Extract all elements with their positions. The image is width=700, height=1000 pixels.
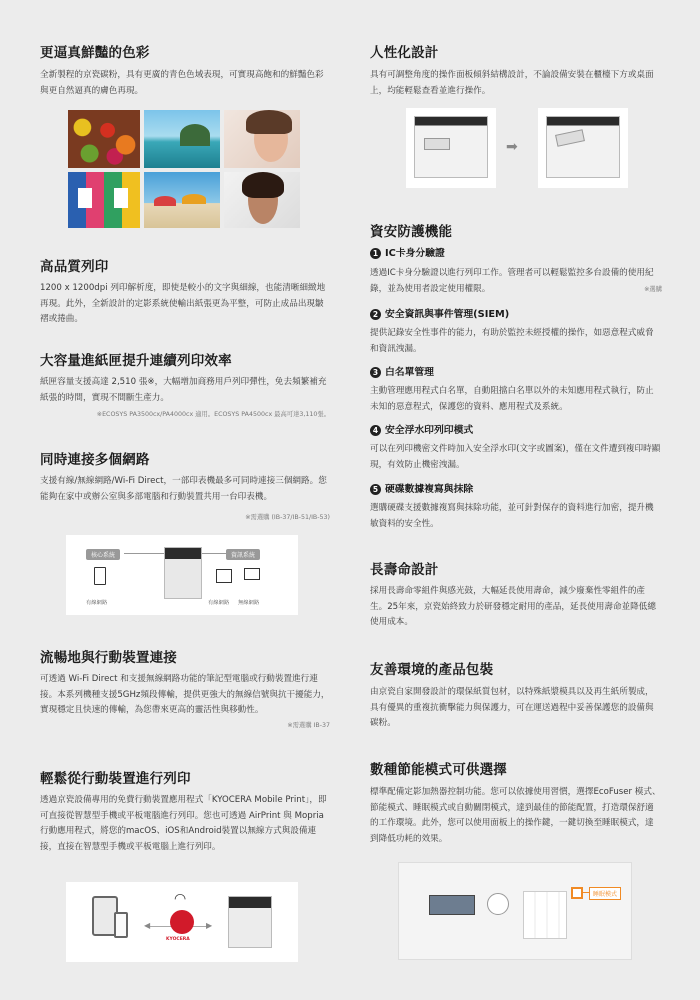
sleep-mode-label: 睡眠模式 xyxy=(589,887,621,900)
kyocera-brand: KYOCERA xyxy=(166,937,190,942)
nav-dial xyxy=(487,893,509,915)
quality-body: 1200 x 1200dpi 列印解析度，即使是較小的文字與細線，也能清晰細緻地再現。此外，全新設計的定影系統使輸出紙張更為平整，可防止成品出現皺褶或捲曲。 xyxy=(40,283,326,324)
security-item-1-body: 透過IC卡身分驗證以進行列印工作。管理者可以輕鬆監控多台設備的使用紀錄，並為使用者設定使用權限。 xyxy=(370,268,654,294)
print-app-body: 透過京瓷設備專用的免費行動裝置應用程式「KYOCERA Mobile Print」，即可直接從智慧型手機或平板電腦進行列印。您也可透過 AirPrint 與 Mopria 行動應用程式，將您的macOS、iOS和Android裝置以無線方式與設備連接，直接在智慧型手機或平板電腦上進行列印。 xyxy=(40,795,327,852)
phone-icon xyxy=(114,912,128,938)
security-item-3-body: 主動管理應用程式白名單，自動阻擋白名單以外的未知應用程式執行，防止未知的惡意程式，保護您的資料、應用程式及系統。 xyxy=(370,386,654,412)
pc-tower-icon xyxy=(94,567,106,585)
security-item-1-note: ※選購 xyxy=(644,286,662,293)
capacity-title: 大容量進紙匣提升連續列印效率 xyxy=(40,353,232,369)
color-title: 更逼真鮮豔的色彩 xyxy=(40,45,150,61)
security-item-4-title: 4 安全浮水印列印模式 xyxy=(370,425,473,437)
energy-body: 標準配備定影加熱器控制功能。您可以依據使用習慣，選擇EcoFuser 模式、節能模式、睡眠模式或自動關閉模式，達到最佳的節能配置，打造環保舒適的工作環境。此外，您可以使用面板上的操作鍵，一鍵切換至睡眠模式，達到降低功耗的效果。 xyxy=(370,787,661,844)
printer-image xyxy=(164,547,202,599)
printer-panel-up-image xyxy=(538,108,628,188)
pc-icon xyxy=(216,569,232,583)
lcd-screen xyxy=(429,895,475,915)
island-photo xyxy=(144,110,220,168)
fruit-photo xyxy=(68,110,140,168)
longevity-title: 長壽命設計 xyxy=(370,562,439,578)
security-item-4-body: 可以在列印機密文件時加入安全浮水印(文字或圖案)，僅在文件遭到複印時顯現，有效防止機密洩漏。 xyxy=(370,444,661,470)
wired-caption: 有線網路 xyxy=(86,600,108,606)
security-title: 資安防護機能 xyxy=(370,224,453,240)
energy-title: 數種節能模式可供選擇 xyxy=(370,762,507,778)
printer-panel-down-image xyxy=(406,108,496,188)
arrow-right-icon: ▶ xyxy=(206,921,213,930)
face-photo-2 xyxy=(224,172,300,228)
network-body: 支援有線/無線網路/Wi-Fi Direct，一部印表機最多可同時連接三個網路。您能夠在家中或辦公室與多部電腦和行動裝置共用一台印表機。 xyxy=(40,476,327,502)
printer-image-2 xyxy=(228,896,272,948)
monitor-icon xyxy=(244,568,260,580)
wired-caption-2: 有線網路 xyxy=(208,600,230,606)
quality-title: 高品質列印 xyxy=(40,259,109,275)
eco-pack-title: 友善環境的產品包裝 xyxy=(370,662,494,678)
security-item-2-title: 2 安全資訊與事件管理(SIEM) xyxy=(370,309,509,321)
eco-pack-body: 由京瓷自家開發設計的環保紙質包材，以特殊紙漿模具以及再生紙所製成，具有優異的重複抗衝擊能力與保護力，可在運送過程中妥善保護您的設備與碳粉。 xyxy=(370,687,654,728)
face-photo-1 xyxy=(224,110,300,168)
colorful-house-photo xyxy=(68,172,140,228)
security-item-2-body: 提供記錄安全性事件的能力，有助於監控未經授權的操作，如惡意程式威脅和資訊洩漏。 xyxy=(370,328,654,354)
color-photo-collage xyxy=(68,110,338,228)
control-panel-image xyxy=(398,862,632,960)
mobile-body: 可透過 Wi-Fi Direct 和支援無線網路功能的筆記型電腦或行動裝置進行連接。本系列機種支援5GHz頻段傳輸，提供更強大的無線信號與抗干擾能力，實現穩定且快速的傳輸，為您帶來更高的靈活性與移動性。 xyxy=(40,674,330,715)
keypad xyxy=(523,891,567,939)
design-body: 具有可調整角度的操作面板傾斜結構設計，不論設備安裝在櫃檯下方或桌面上，均能輕鬆查看並進行操作。 xyxy=(370,70,654,96)
wireless-caption: 無線網路 xyxy=(238,600,260,606)
capacity-body: 紙匣容量支援高達 2,510 張※，大幅增加商務用戶列印彈性，免去頻繁補充紙張的時間，實現不間斷生產力。 xyxy=(40,377,327,403)
network-title: 同時連接多個網路 xyxy=(40,452,150,468)
security-item-3-title: 3 白名單管理 xyxy=(370,367,434,379)
security-item-5-body: 選購硬碟支援數據複寫與抹除功能，並可針對保存的資料進行加密，提升機敏資料的安全性。 xyxy=(370,503,654,529)
security-item-1-title: 1 IC卡身分驗證 xyxy=(370,248,445,260)
design-title: 人性化設計 xyxy=(370,45,439,61)
core-system-tag: 核心系統 xyxy=(86,549,120,560)
print-app-title: 輕鬆從行動裝置進行列印 xyxy=(40,771,191,787)
mobile-print-diagram xyxy=(66,882,298,962)
wifi-icon: ◠ xyxy=(174,891,187,907)
network-note: ※需選購 (IB-37/IB-51/IB-53) xyxy=(245,514,330,521)
longevity-body: 採用長壽命零組件與感光鼓，大幅延長使用壽命，減少廢棄性零組件的產生。25年來，京瓷始終致力於研發穩定耐用的產品，延長使用壽命並降低總使用成本。 xyxy=(370,586,656,627)
mobile-title: 流暢地與行動裝置連接 xyxy=(40,650,177,666)
beach-umbrella-photo xyxy=(144,172,220,228)
info-system-tag: 資訊系統 xyxy=(226,549,260,560)
network-diagram xyxy=(66,535,298,615)
arrow-left-icon: ◀ xyxy=(144,921,151,930)
color-body: 全新製程的京瓷碳粉，具有更廣的青色色域表現，可實現高飽和的鮮豔色彩與更自然逼真的膚色再現。 xyxy=(40,70,324,96)
sleep-key xyxy=(571,887,583,899)
capacity-note: ※ECOSYS PA3500cx/PA4000cx 適用。ECOSYS PA4500cx 最高可達3,110張。 xyxy=(96,411,330,418)
kyocera-app-icon xyxy=(170,910,194,934)
mobile-note: ※需選購 IB-37 xyxy=(287,722,330,729)
arrow-right-icon: ➡ xyxy=(506,139,518,155)
security-item-5-title: 5 硬碟數據複寫與抹除 xyxy=(370,484,473,496)
